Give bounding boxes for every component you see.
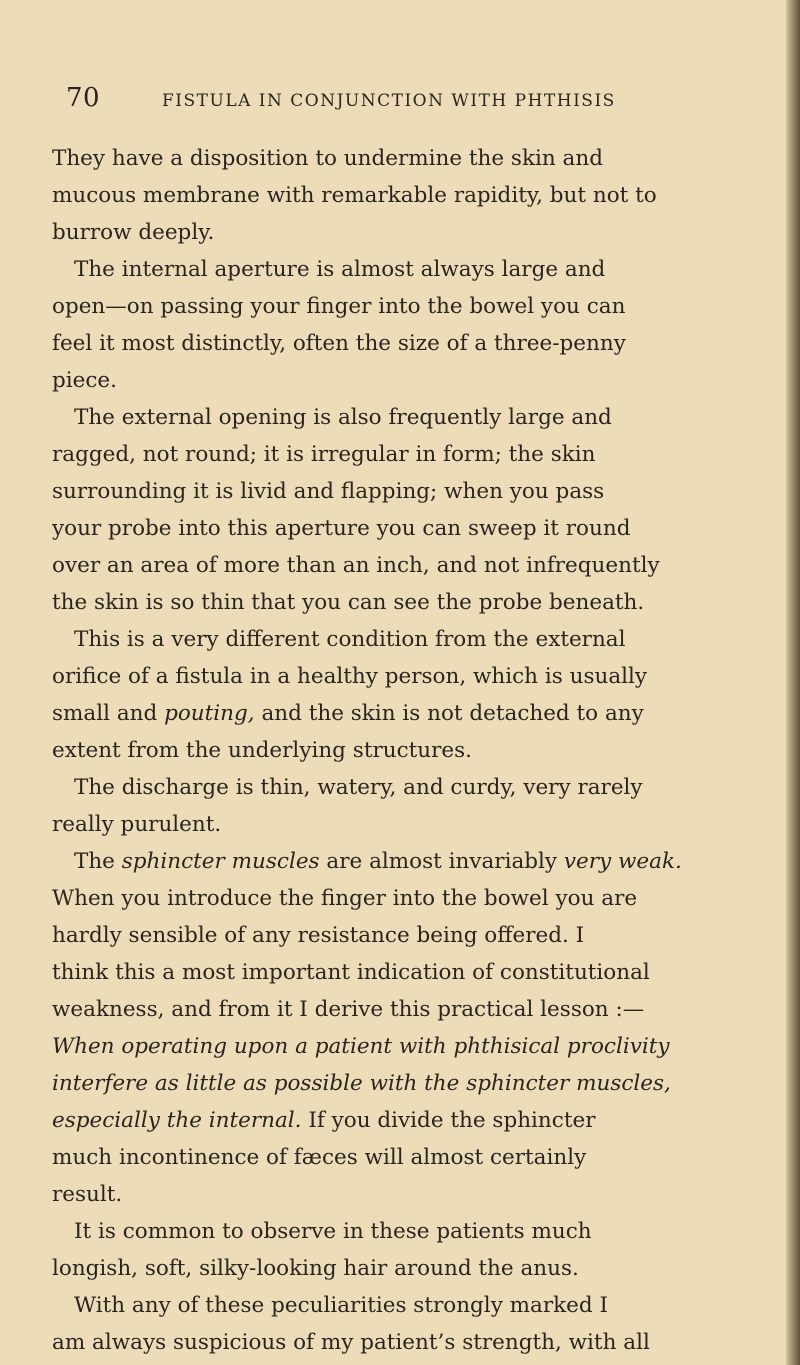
text-line: It is common to observe in these patients much bbox=[74, 1219, 592, 1244]
text-line: burrow deeply. bbox=[52, 220, 215, 245]
text-line: This is a very different condition from the external bbox=[74, 627, 626, 652]
italic-segment: especially the internal. bbox=[52, 1108, 302, 1133]
page-header bbox=[66, 82, 726, 122]
text-segment: and the skin is not detached to any bbox=[254, 701, 644, 726]
text-line-mixed bbox=[52, 695, 732, 732]
text-line-mixed bbox=[52, 1102, 732, 1139]
italic-segment: sphincter muscles bbox=[121, 849, 320, 874]
italic-segment: interfere as little as possible with the sphincter muscles, bbox=[52, 1071, 671, 1096]
text-line: over an area of more than an inch, and not infrequently bbox=[52, 553, 660, 578]
italic-segment: very weak. bbox=[563, 849, 682, 874]
text-line: surrounding it is livid and flapping; when you pass bbox=[52, 479, 605, 504]
text-line: orifice of a fistula in a healthy person, which is usually bbox=[52, 664, 648, 689]
text-line: longish, soft, silky-looking hair around the anus. bbox=[52, 1256, 579, 1281]
text-line: With any of these peculiarities strongly marked I bbox=[74, 1293, 608, 1318]
text-line: really purulent. bbox=[52, 812, 222, 837]
text-line: piece. bbox=[52, 368, 117, 393]
text-line: much incontinence of fæces will almost certainly bbox=[52, 1145, 587, 1170]
italic-segment: pouting, bbox=[164, 701, 255, 726]
text-line: When you introduce the finger into the bowel you are bbox=[52, 886, 638, 911]
text-line-italic bbox=[52, 1065, 732, 1102]
text-line: weakness, and from it I derive this practical lesson :— bbox=[52, 997, 645, 1022]
page-number: 70 bbox=[66, 83, 101, 113]
text-line: open—on passing your finger into the bowel you can bbox=[52, 294, 626, 319]
text-segment: The bbox=[74, 849, 122, 874]
text-segment: If you divide the sphincter bbox=[301, 1108, 596, 1133]
text-line: extent from the underlying structures. bbox=[52, 738, 472, 763]
running-title: FISTULA IN CONJUNCTION WITH PHTHISIS bbox=[162, 91, 616, 111]
text-line: feel it most distinctly, often the size of a three-penny bbox=[52, 331, 626, 356]
text-line-mixed bbox=[52, 843, 732, 880]
page-edge bbox=[786, 0, 800, 1365]
text-line: ragged, not round; it is irregular in form; the skin bbox=[52, 442, 596, 467]
text-line-italic bbox=[52, 1028, 732, 1065]
text-segment: small and bbox=[52, 701, 165, 726]
text-line: result. bbox=[52, 1182, 123, 1207]
italic-segment: When operating upon a patient with phthisical proclivity bbox=[52, 1034, 670, 1059]
text-segment: are almost invariably bbox=[319, 849, 564, 874]
text-line: The discharge is thin, watery, and curdy, very rarely bbox=[74, 775, 643, 800]
text-line: They have a disposition to undermine the skin and bbox=[52, 146, 603, 171]
text-line: think this a most important indication of constitutional bbox=[52, 960, 650, 985]
text-line: the skin is so thin that you can see the probe beneath. bbox=[52, 590, 645, 615]
text-line: mucous membrane with remarkable rapidity, but not to bbox=[52, 183, 657, 208]
text-line: The external opening is also frequently large and bbox=[74, 405, 612, 430]
text-line: hardly sensible of any resistance being offered. I bbox=[52, 923, 585, 948]
text-line: your probe into this aperture you can sweep it round bbox=[52, 516, 631, 541]
body-text bbox=[52, 140, 732, 1361]
text-line: The internal aperture is almost always large and bbox=[74, 257, 606, 282]
text-line: am always suspicious of my patient’s strength, with all bbox=[52, 1330, 650, 1355]
